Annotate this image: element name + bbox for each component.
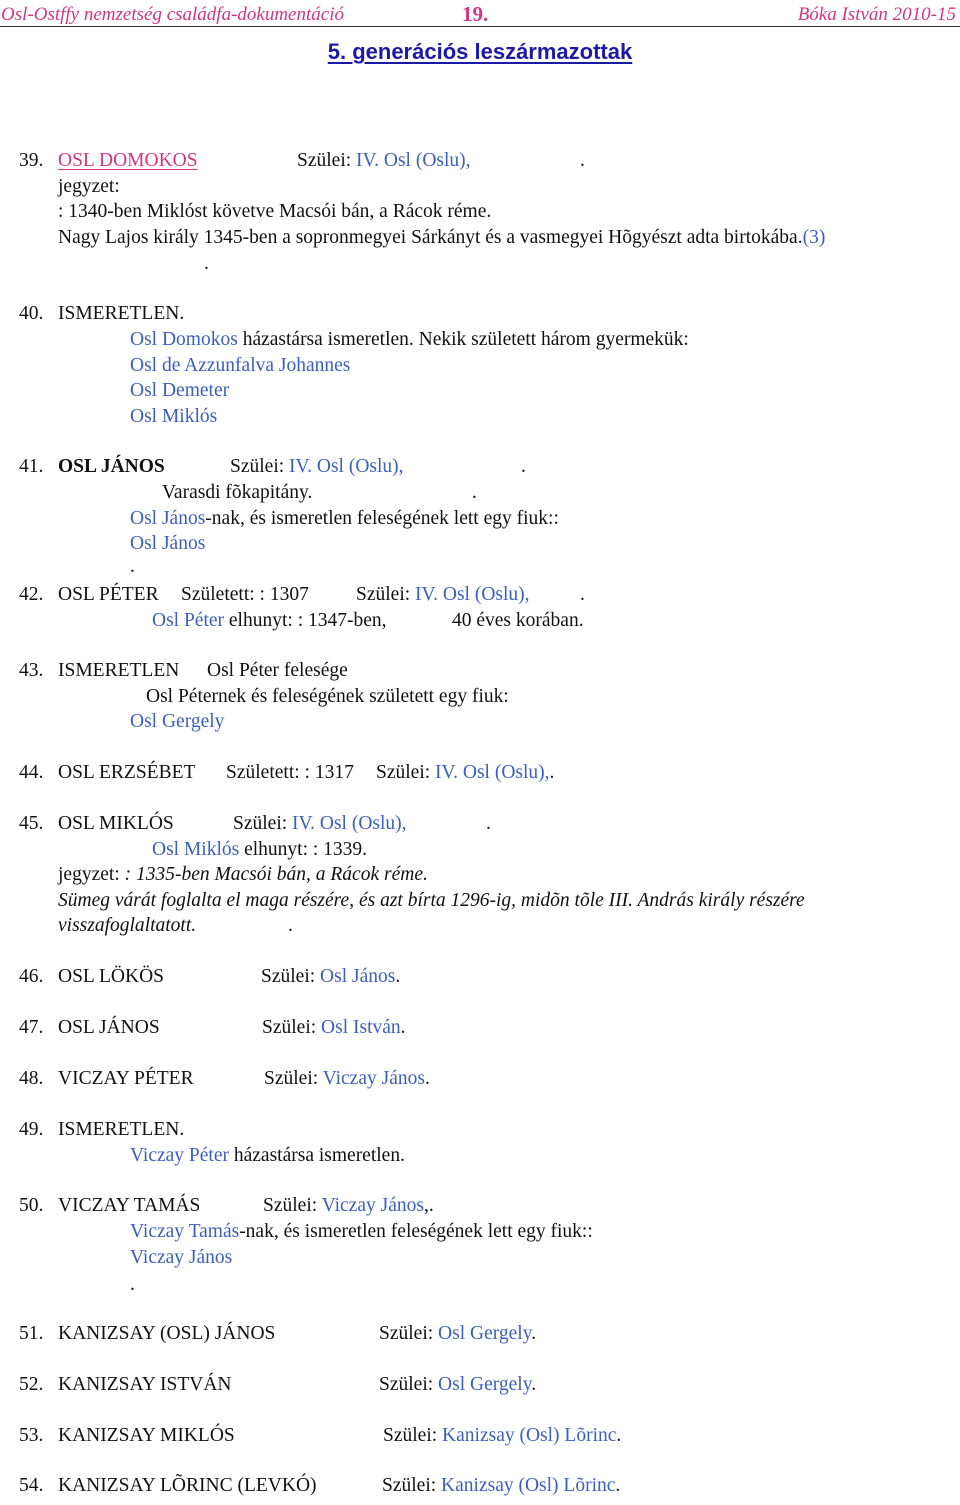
parent-link[interactable]: IV. Osl (Oslu), [415,584,530,605]
parent-link[interactable]: Osl Gergely [438,1323,532,1344]
person-name: KANIZSAY (OSL) JÁNOS [58,1323,276,1344]
parent-link[interactable]: Osl István [321,1017,401,1038]
entry-number: 53. [19,1425,44,1446]
parents: Szülei: IV. Osl (Oslu), [356,584,530,605]
parents: Szülei: Osl István. [262,1017,406,1038]
end-dot: . [288,915,293,936]
parent-link[interactable]: Osl János [130,508,206,529]
parents: Szülei: Osl Gergely. [379,1323,537,1344]
parent-link[interactable]: Kanizsay (Osl) Lõrinc [441,1475,616,1496]
entry-number: 52. [19,1374,44,1395]
parent-link[interactable]: IV. Osl (Oslu), [289,456,404,477]
note-line: jegyzet: : 1335-ben Macsói bán, a Rácok réme. [58,864,428,885]
death-line: Osl Miklós elhunyt: : 1339. [152,839,368,860]
parents: Szülei: Osl János. [261,966,401,987]
end-dot: . [580,584,585,605]
page-header [0,2,960,28]
end-dot: . [521,456,526,477]
end-dot: . [472,482,477,503]
age-line: 40 éves korában. [452,610,584,631]
spouse-line: Osl Domokos házastársa ismeretlen. Nekik született három gyermekük: [130,329,689,350]
child-link[interactable]: Osl Gergely [130,711,225,732]
person-name: ISMERETLEN. [58,1119,185,1140]
person-name: ISMERETLEN [58,660,180,681]
child-link[interactable]: Osl Miklós [130,406,218,427]
header-rule [0,26,960,27]
child-link[interactable]: Osl János [130,533,206,554]
end-dot: . [486,813,491,834]
child-line: Viczay Tamás-nak, és ismeretlen feleségének lett egy fiuk:: [130,1221,593,1242]
entry-number: 39. [19,150,44,171]
entry-number: 45. [19,813,44,834]
child-line: Osl Péternek és feleségének született egy fiuk: [146,686,509,707]
note-line: : 1340-ben Miklóst követve Macsói bán, a Rácok réme. [58,201,492,222]
parent-link[interactable]: Osl János [320,966,396,987]
person-name: KANIZSAY ISTVÁN [58,1374,232,1395]
end-dot: . [130,1274,135,1295]
generation-title: 5. generációs leszármazottak [327,39,633,64]
parent-link[interactable]: Viczay János [321,1195,424,1216]
spouse-link[interactable]: Osl Domokos [130,329,238,350]
end-dot: . [204,253,209,274]
header-right: Bóka István 2010-15 [797,4,956,25]
parent-link[interactable]: IV. Osl (Oslu), [356,150,471,171]
parents: Szülei: IV. Osl (Oslu), [233,813,407,834]
person-name: OSL JÁNOS [58,1017,160,1038]
parents: Szülei: Viczay János. [264,1068,430,1089]
person-name: OSL LÖKÖS [58,966,164,987]
page-number: 19. [462,2,489,26]
office-line: Varasdi fõkapitány. [162,482,313,503]
entry-number: 44. [19,762,44,783]
note-line: visszafoglaltatott. [58,915,197,936]
child-link[interactable]: Osl de Azzunfalva Johannes [130,355,351,376]
person-name[interactable]: OSL DOMOKOS [58,150,198,171]
entry-number: 40. [19,303,44,324]
parents: Szülei: Osl Gergely. [379,1374,537,1395]
entry-number: 54. [19,1475,44,1496]
parent-link[interactable]: Osl Gergely [438,1374,532,1395]
person-name: OSL JÁNOS [58,456,165,477]
parent-link[interactable]: Kanizsay (Osl) Lõrinc [442,1425,617,1446]
person-name: OSL PÉTER [58,584,159,605]
parents: Szülei: IV. Osl (Oslu), [297,150,471,171]
entry-number: 43. [19,660,44,681]
entry-number: 41. [19,456,44,477]
birth-info: Született: : 1307 [181,584,309,605]
entry-number: 49. [19,1119,44,1140]
child-link[interactable]: Osl Demeter [130,380,230,401]
parents: Szülei: IV. Osl (Oslu),. [376,762,555,783]
person-name: KANIZSAY LÕRINC (LEVKÓ) [58,1475,317,1496]
parents: Szülei: IV. Osl (Oslu), [230,456,404,477]
entry-number: 51. [19,1323,44,1344]
person-name: OSL MIKLÓS [58,813,174,834]
child-line: Osl János-nak, és ismeretlen feleségének lett egy fiuk:: [130,508,559,529]
person-link[interactable]: Osl Miklós [152,839,240,860]
note-line: Sümeg várát foglalta el maga részére, és azt bírta 1296-ig, midõn tõle III. András király részére [58,890,805,911]
end-dot: . [130,556,135,577]
person-name: VICZAY PÉTER [58,1068,194,1089]
person-name: ISMERETLEN. [58,303,185,324]
spouse-line: Viczay Péter házastársa ismeretlen. [130,1145,405,1166]
end-dot: . [580,150,585,171]
spouse-link[interactable]: Viczay Péter [130,1145,229,1166]
reference-link[interactable]: (3) [802,227,826,248]
person-name: KANIZSAY MIKLÓS [58,1425,235,1446]
birth-info: Született: : 1317 [226,762,354,783]
parent-link[interactable]: Viczay János [322,1068,425,1089]
person-name: VICZAY TAMÁS [58,1195,201,1216]
note-line: Nagy Lajos király 1345-ben a sopronmegyei Sárkányt és a vasmegyei Hõgyészt adta birtokába.(3) [58,227,826,248]
parent-link[interactable]: Viczay Tamás [130,1221,240,1242]
entry-number: 50. [19,1195,44,1216]
header-left: Osl-Ostffy nemzetség családfa-dokumentáció [1,4,344,25]
child-link[interactable]: Viczay János [130,1247,233,1268]
parents: Szülei: Kanizsay (Osl) Lõrinc. [383,1425,622,1446]
note-label: jegyzet: [58,176,120,197]
entry-number: 46. [19,966,44,987]
entry-number: 47. [19,1017,44,1038]
entry-number: 48. [19,1068,44,1089]
death-line: Osl Péter elhunyt: : 1347-ben, [152,610,387,631]
parent-link[interactable]: IV. Osl (Oslu), [292,813,407,834]
parents: Szülei: Kanizsay (Osl) Lõrinc. [382,1475,621,1496]
spouse-of: Osl Péter felesége [207,660,348,681]
person-name: OSL ERZSÉBET [58,762,196,783]
parents: Szülei: Viczay János,. [263,1195,434,1216]
parent-link[interactable]: IV. Osl (Oslu), [435,762,550,783]
person-link[interactable]: Osl Péter [152,610,225,631]
entry-number: 42. [19,584,44,605]
